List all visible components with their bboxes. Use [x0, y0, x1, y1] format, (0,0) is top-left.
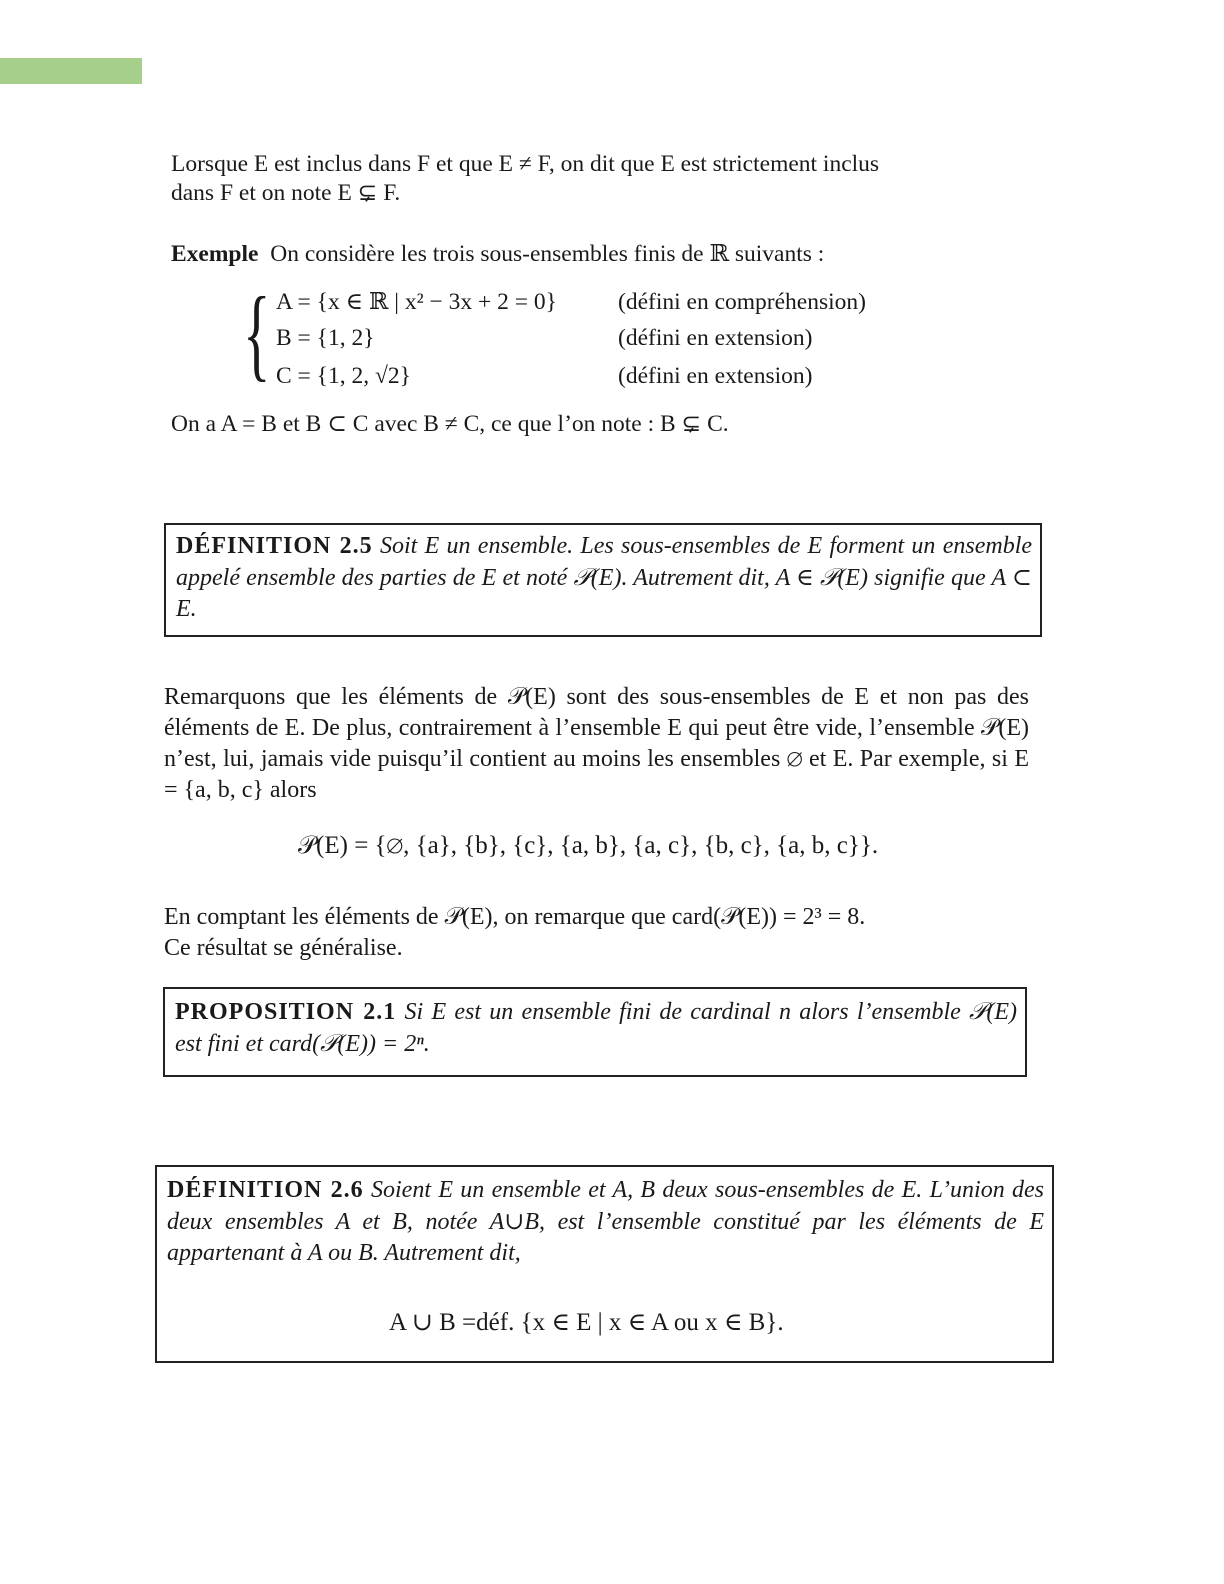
remark-paragraph: Remarquons que les éléments de 𝒫(E) sont des sous-ensembles de E et non pas des éléments de E. De plus, contrairement à l’ensemble E qui peut être vide, l’ensemble 𝒫(E) n’est, lui, jamais vide puisqu’il contient au moins les ensembles ∅ et E. Par exemple, si E = {a, b, c} alors — [164, 684, 1029, 803]
count-line-2: Ce résultat se généralise. — [164, 935, 403, 961]
proposition-2-1-box — [163, 987, 1027, 1077]
example-text: On considère les trois sous-ensembles finis de ℝ suivants : — [270, 241, 825, 267]
header-color-tab — [0, 58, 142, 84]
definition-2-6-content — [167, 1175, 1044, 1270]
system-row-a-note: (défini en compréhension) — [618, 289, 866, 315]
union-definition-equation: A ∪ B =déf. {x ∈ E | x ∈ A ou x ∈ B}. — [389, 1309, 784, 1336]
system-row-c: C = {1, 2, √2} — [276, 363, 411, 389]
proposition-2-1-text: Si E est un ensemble fini de cardinal n alors l’ensemble 𝒫(E) est fini et card(𝒫(E)) = 2ⁿ. — [175, 999, 1017, 1057]
intro-line-1: Lorsque E est inclus dans F et que E ≠ F, on dit que E est strictement inclus — [171, 151, 880, 177]
example-label: Exemple — [171, 241, 259, 267]
definition-2-5-content — [176, 531, 1032, 626]
definition-2-6-title: DÉFINITION 2.6 — [167, 1177, 364, 1203]
intro-line-2: dans F et on note E ⊊ F. — [171, 180, 401, 206]
system-row-a: A = {x ∈ ℝ | x² − 3x + 2 = 0} — [276, 289, 557, 315]
example-conclusion: On a A = B et B ⊂ C avec B ≠ C, ce que l’on note : B ⊊ C. — [171, 411, 729, 437]
definition-2-5-title: DÉFINITION 2.5 — [176, 533, 373, 559]
system-row-b-note: (défini en extension) — [618, 325, 813, 351]
count-line-1: En comptant les éléments de 𝒫(E), on remarque que card(𝒫(E)) = 2³ = 8. — [164, 904, 866, 930]
definition-2-6-box — [155, 1165, 1054, 1363]
definition-2-6-text: Soient E un ensemble et A, B deux sous-ensembles de E. L’union des deux ensembles A et B, notée A∪B, est l’ensemble constitué par les éléments de E appartenant à A ou B. Autrement dit, — [167, 1177, 1045, 1266]
intro-paragraph — [171, 150, 1001, 208]
definition-2-5-box — [164, 523, 1042, 637]
proposition-2-1-title: PROPOSITION 2.1 — [175, 999, 397, 1025]
example-line — [171, 240, 824, 269]
definition-2-5-text: Soit E un ensemble. Les sous-ensembles de E forment un ensemble appelé ensemble des parties de E et noté 𝒫(E). Autrement dit, A ∈ 𝒫(E) signifie que A ⊂ E. — [176, 533, 1033, 622]
power-set-equation: 𝒫(E) = {∅, {a}, {b}, {c}, {a, b}, {a, c}, {b, c}, {a, b, c}}. — [298, 832, 879, 859]
system-row-b: B = {1, 2} — [276, 325, 375, 351]
proposition-2-1-content — [175, 997, 1017, 1060]
system-left-brace: { — [243, 276, 271, 391]
system-row-c-note: (défini en extension) — [618, 363, 813, 389]
